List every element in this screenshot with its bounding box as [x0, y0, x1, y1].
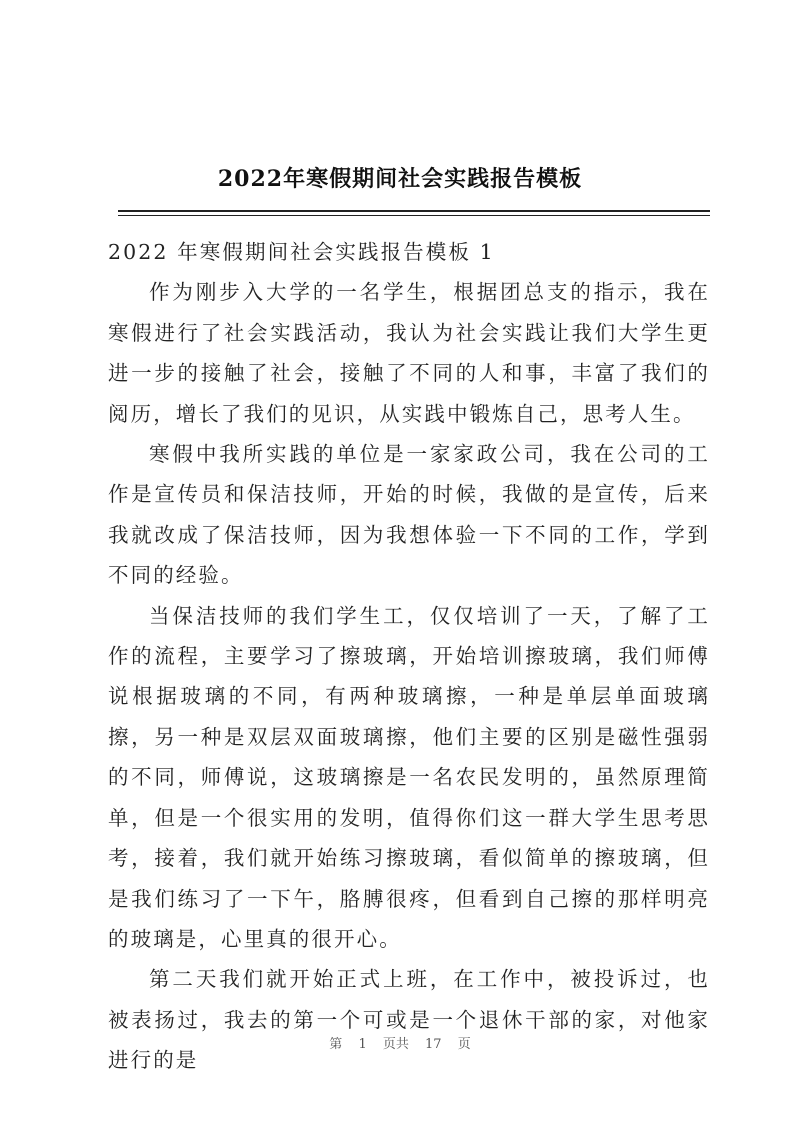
paragraph: 当保洁技师的我们学生工，仅仅培训了一天，了解了工作的流程，主要学习了擦玻璃，开始培训擦玻璃，我们师傅说根据玻璃的不同，有两种玻璃擦，一种是单层单面玻璃擦，另一种是双层双面玻璃擦，他们主要的区别是磁性强弱的不同，师傅说，这玻璃擦是一名农民发明的，虽然原理简单，但是一个很实用的发明，值得你们这一群大学生思考思考，接着，我们就开始练习擦玻璃，看似简单的擦玻璃，但是我们练习了一下午，胳膊很疼，但看到自己擦的那样明亮的玻璃是，心里真的很开心。 — [108, 603, 710, 951]
current-page-number: 1 — [358, 1037, 367, 1052]
footer-label-page: 第 — [329, 1037, 343, 1052]
title-divider-thin — [118, 215, 710, 216]
footer-label-pages: 页 — [457, 1037, 471, 1052]
paragraph: 作为刚步入大学的一名学生，根据团总支的指示，我在寒假进行了社会实践活动，我认为社会实践让我们大学生更进一步的接触了社会，接触了不同的人和事，丰富了我们的阅历，增长了我们的见识，从实践中锻炼自己，思考人生。 — [108, 280, 710, 426]
section-heading: 2022 年寒假期间社会实践报告模板 1 — [108, 240, 495, 264]
total-page-count: 17 — [425, 1037, 442, 1052]
document-body — [108, 232, 710, 1081]
title-divider — [118, 210, 710, 212]
paragraph: 第二天我们就开始正式上班，在工作中，被投诉过，也被表扬过，我去的第一个可或是一个退休干部的家，对他家进行的是 — [108, 967, 710, 1073]
paragraph: 寒假中我所实践的单位是一家家政公司，我在公司的工作是宣传员和保洁技师，开始的时候，我做的是宣传，后来我就改成了保洁技师，因为我想体验一下不同的工作，学到不同的经验。 — [108, 442, 710, 588]
page-footer — [0, 1033, 800, 1052]
footer-label-of: 页共 — [382, 1037, 409, 1052]
page-title: 2022年寒假期间社会实践报告模板 — [217, 166, 583, 192]
